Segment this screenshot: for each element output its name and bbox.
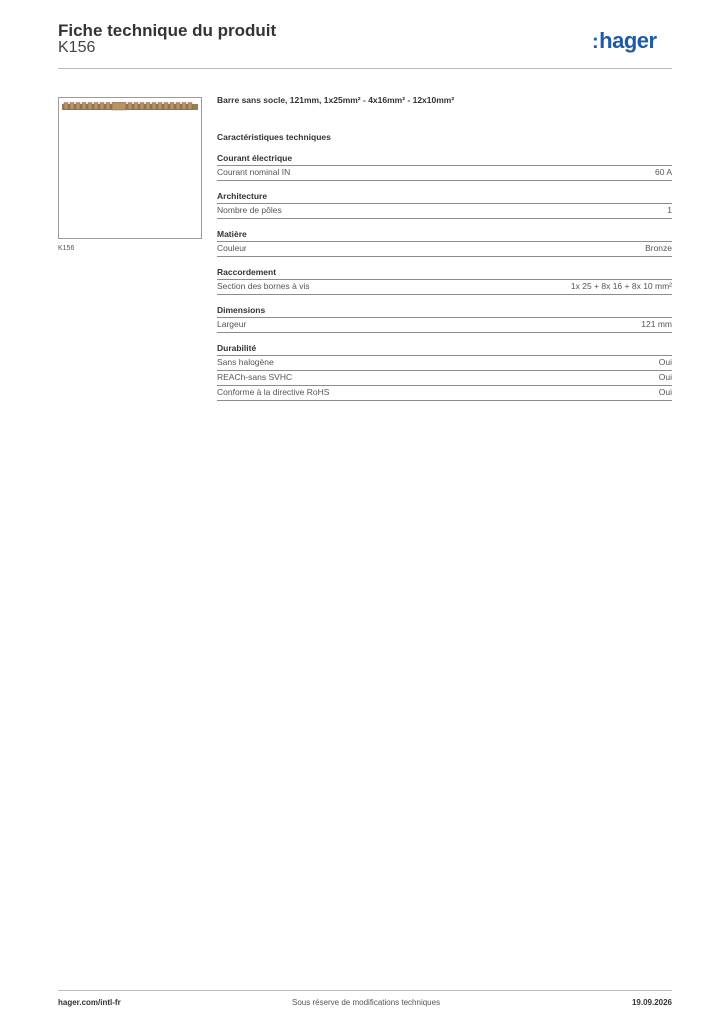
image-caption: K156 [58,245,75,252]
spec-value: Oui [658,372,672,382]
section-raccordement [217,267,672,295]
section-title: Durabilité [217,343,672,356]
spec-label: Courant nominal IN [217,167,291,177]
spec-row [217,318,672,333]
spec-value: 121 mm [641,319,672,329]
footer-notice: Sous réserve de modifications techniques [292,998,441,1007]
spec-value: Bronze [645,243,672,253]
logo-text: hager [599,28,657,53]
spec-label: Conforme à la directive RoHS [217,387,330,397]
busbar-image-icon [62,102,198,111]
spec-label: Couleur [217,243,247,253]
spec-row [217,204,672,219]
section-dimensions [217,305,672,333]
section-title: Courant électrique [217,153,672,166]
spec-value: 60 A [654,167,672,177]
spec-row [217,166,672,181]
product-details [217,95,672,411]
spec-label: REACh-sans SVHC [217,372,293,382]
footer-date: 19.09.2026 [631,998,672,1007]
footer-website-link[interactable]: hager.com/intl-fr [58,998,121,1007]
product-reference: K156 [58,39,96,56]
section-courant-electrique [217,153,672,181]
hager-logo [592,28,657,54]
spec-value: Oui [658,357,672,367]
spec-label: Sans halogène [217,357,274,367]
logo-dots-icon: : [592,31,599,53]
section-durabilite [217,343,672,401]
section-title: Matière [217,229,672,242]
spec-row [217,280,672,295]
section-title: Raccordement [217,267,672,280]
characteristics-title: Caractéristiques techniques [217,132,331,142]
spec-label: Section des bornes à vis [217,281,310,291]
spec-row [217,386,672,401]
section-title: Dimensions [217,305,672,318]
section-architecture [217,191,672,219]
section-title: Architecture [217,191,672,204]
spec-label: Nombre de pôles [217,205,282,215]
spec-row [217,242,672,257]
product-description: Barre sans socle, 121mm, 1x25mm² - 4x16mm² - 12x10mm² [217,95,455,105]
spec-label: Largeur [217,319,247,329]
section-matiere [217,229,672,257]
spec-value: 1 [667,205,672,215]
spec-value: 1x 25 + 8x 16 + 8x 10 mm² [570,281,672,291]
page-title: Fiche technique du produit [58,21,277,40]
spec-value: Oui [658,387,672,397]
footer-divider [58,990,672,991]
header-divider [58,68,672,69]
product-image [58,97,202,239]
spec-row [217,356,672,371]
spec-row [217,371,672,386]
